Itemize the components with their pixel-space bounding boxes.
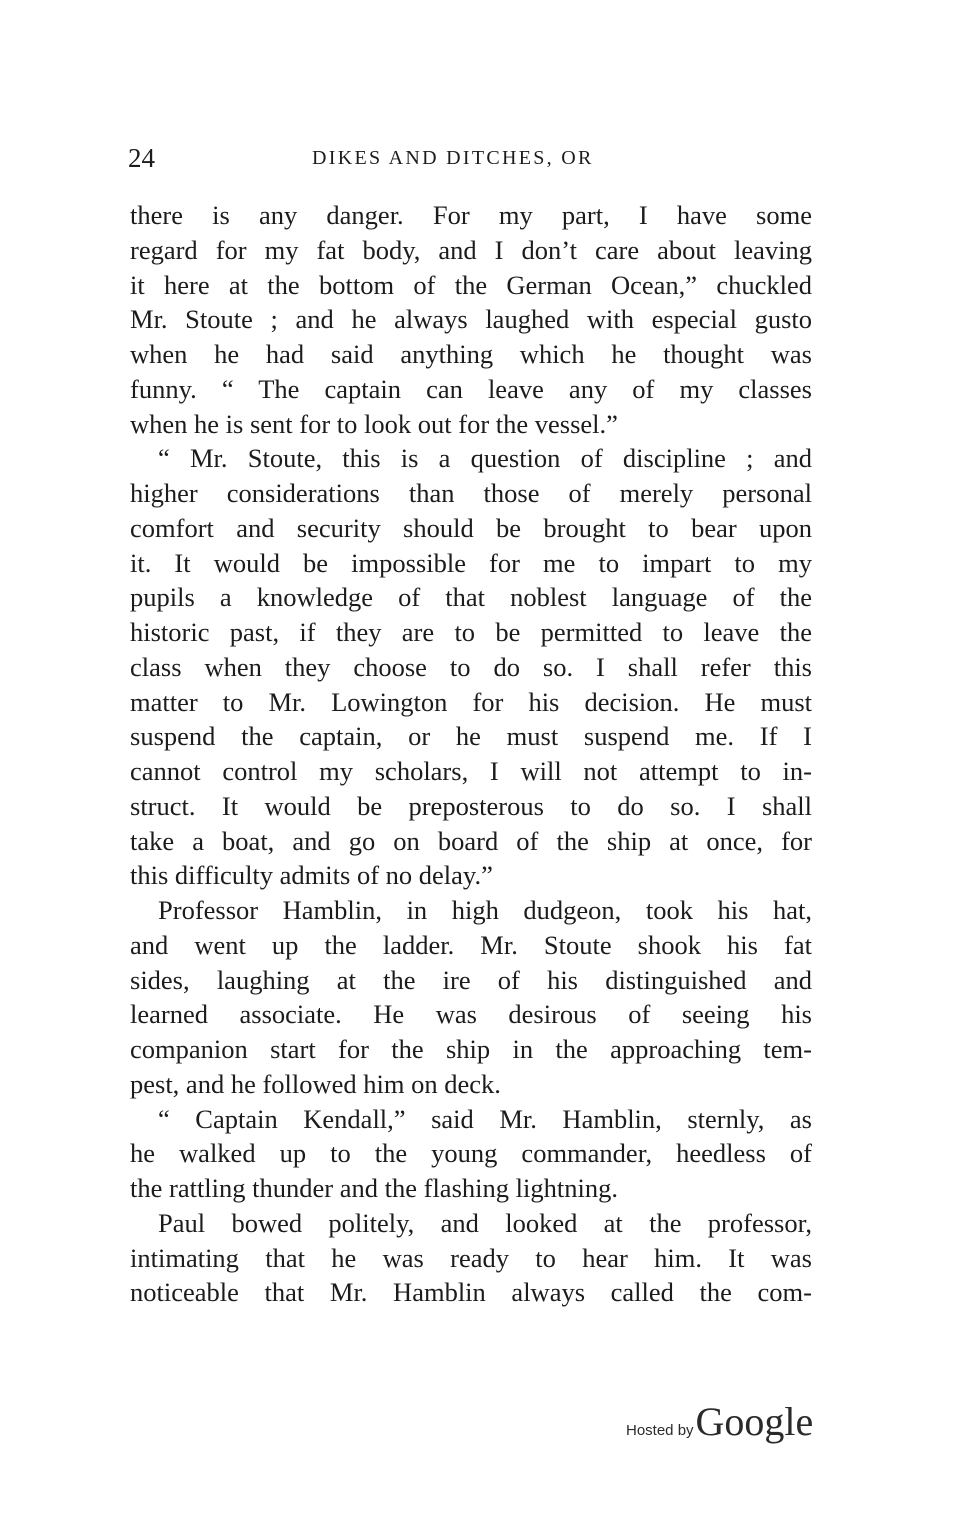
text-line: funny. “ The captain can leave any of my classes (130, 373, 812, 404)
text-line: it here at the bottom of the German Ocean,” chuckled (130, 269, 812, 300)
text-line: cannot control my scholars, I will not attempt to in- (130, 756, 812, 786)
google-logo: Google (695, 1399, 814, 1444)
text-line: suspend the captain, or he must suspend me. If I (130, 721, 812, 752)
text-line: he walked up to the young commander, heedless of (130, 1138, 812, 1169)
text-line: pupils a knowledge of that noblest language of the (130, 582, 812, 613)
text-line: intimating that he was ready to hear him. It was (130, 1242, 812, 1273)
hosted-by-label: Hosted by (626, 1422, 694, 1439)
text-line: sides, laughing at the ire of his distinguished and (130, 964, 812, 995)
text-line: there is any danger. For my part, I have some (130, 200, 812, 230)
page-number: 24 (128, 143, 155, 173)
text-line: matter to Mr. Lowington for his decision. He must (130, 686, 812, 717)
text-line: regard for my fat body, and I don’t care about leaving (130, 234, 812, 265)
text-line: it. It would be impossible for me to impart to my (130, 547, 812, 578)
text-line: Mr. Stoute ; and he always laughed with especial gusto (130, 304, 812, 335)
running-head: DIKES AND DITCHES, OR (312, 147, 594, 169)
text-line: learned associate. He was desirous of seeing his (130, 999, 812, 1030)
text-line: when he had said anything which he thought was (130, 339, 812, 369)
hosted-by-google-watermark (626, 1398, 813, 1445)
body-text (130, 198, 812, 1310)
text-line: noticeable that Mr. Hamblin always called the com- (130, 1277, 812, 1308)
text-line: Paul bowed politely, and looked at the professor, (158, 1207, 812, 1238)
text-line: comfort and security should be brought to bear upon (130, 512, 812, 543)
text-line: struct. It would be preposterous to do so. I shall (130, 790, 812, 821)
text-line: companion start for the ship in the approaching tem- (130, 1034, 812, 1064)
text-line: “ Mr. Stoute, this is a question of discipline ; and (158, 443, 812, 474)
text-line: and went up the ladder. Mr. Stoute shook his fat (130, 929, 812, 960)
text-line: Professor Hamblin, in high dudgeon, took his hat, (158, 895, 812, 925)
text-line: when he is sent for to look out for the vessel.” (130, 408, 618, 439)
text-line: take a boat, and go on board of the ship at once, for (130, 825, 812, 856)
text-line: historic past, if they are to be permitted to leave the (130, 617, 812, 647)
text-line: pest, and he followed him on deck. (130, 1068, 501, 1099)
text-line: the rattling thunder and the flashing lightning. (130, 1173, 618, 1203)
text-line: “ Captain Kendall,” said Mr. Hamblin, sternly, as (158, 1103, 812, 1134)
text-line: this difficulty admits of no delay.” (130, 860, 493, 891)
text-line: higher considerations than those of merely personal (130, 478, 812, 508)
text-line: class when they choose to do so. I shall refer this (130, 651, 812, 682)
